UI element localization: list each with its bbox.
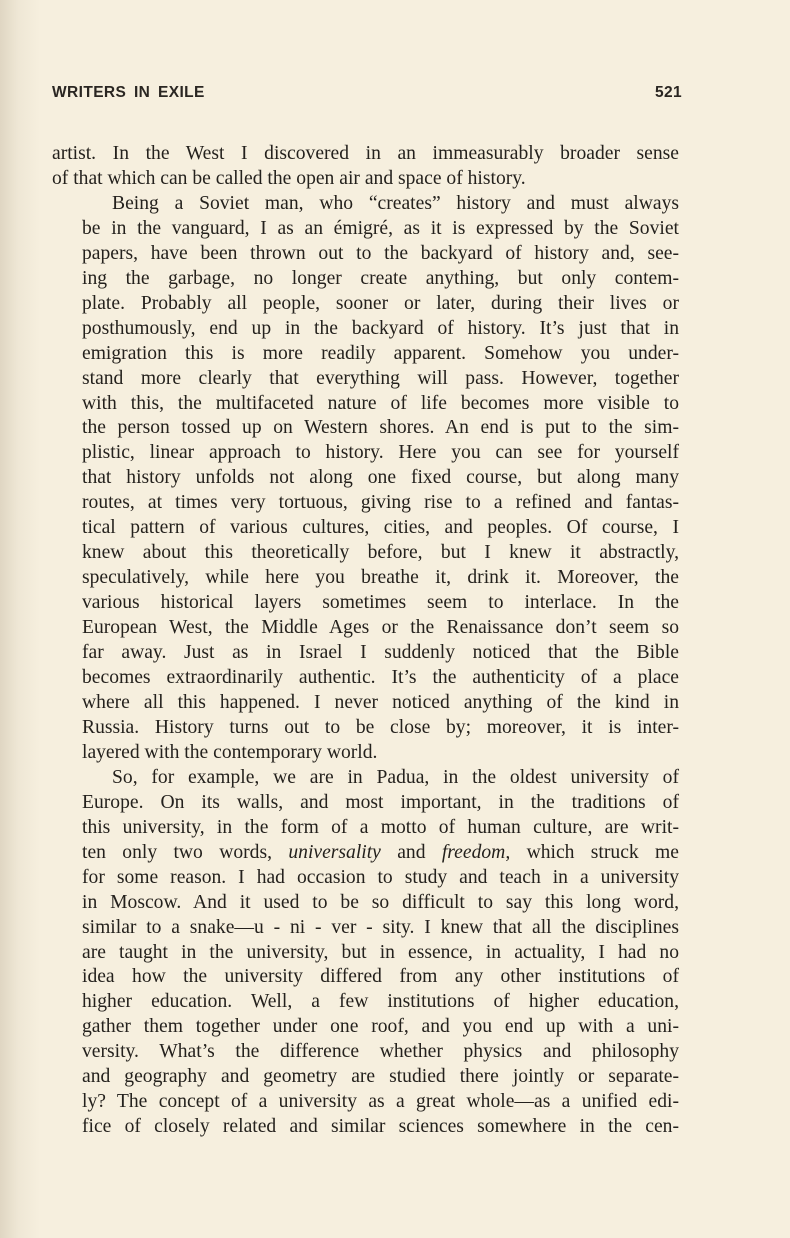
text-line: far away. Just as in Israel I suddenly noticed that the Bible <box>82 642 679 664</box>
text-line: ing the garbage, no longer create anything, but only contem- <box>82 267 679 289</box>
text-line: becomes extraordinarily authentic. It’s the authenticity of a place <box>82 667 679 689</box>
text-line: of that which can be called the open air and space of history. <box>52 167 526 189</box>
text-line: emigration this is more readily apparent. Somehow you under- <box>82 342 679 364</box>
text-line: similar to a snake—u - ni - ver - sity. I knew that all the disciplines <box>82 916 679 938</box>
text-line: Being a Soviet man, who “creates” history and must always <box>112 192 679 214</box>
text-line-motto <box>52 841 679 866</box>
text-line: various historical layers sometimes seem to interlace. In the <box>82 592 679 614</box>
text-line: ly? The concept of a university as a great whole—as a unified edi- <box>82 1091 679 1113</box>
body-text <box>52 142 679 1140</box>
page-number: 521 <box>654 84 682 101</box>
text-line: speculatively, while here you breathe it, drink it. Moreover, the <box>82 567 679 589</box>
text-line: versity. What’s the difference whether physics and philosophy <box>82 1041 679 1063</box>
paragraph-2 <box>52 192 679 766</box>
text-line: routes, at times very tortuous, giving rise to a refined and fantas- <box>82 492 679 514</box>
text-line: artist. In the West I discovered in an immeasurably broader sense <box>52 143 679 164</box>
text-line: Europe. On its walls, and most important, in the traditions of <box>82 791 679 813</box>
text-line: are taught in the university, but in essence, in actuality, I had no <box>82 941 679 963</box>
text-line: in Moscow. And it used to be so difficult to say this long word, <box>82 891 679 913</box>
text-line: higher education. Well, a few institutions of higher education, <box>82 991 679 1013</box>
text-line: layered with the contemporary world. <box>82 741 378 763</box>
paragraph-3 <box>52 766 679 1140</box>
text-line: gather them together under one roof, and you end up with a uni- <box>82 1016 679 1038</box>
text-line: fice of closely related and similar sciences somewhere in the cen- <box>82 1116 679 1138</box>
text-line: and geography and geometry are studied there jointly or separate- <box>82 1066 679 1088</box>
motto-word-freedom: freedom, <box>441 841 511 863</box>
motto-mid: and <box>380 841 442 863</box>
text-line: papers, have been thrown out to the backyard of history and, see- <box>82 242 679 264</box>
text-line: So, for example, we are in Padua, in the oldest university of <box>112 766 679 788</box>
text-line: knew about this theoretically before, but I knew it abstractly, <box>82 542 679 564</box>
running-header <box>52 84 682 106</box>
text-line: plate. Probably all people, sooner or later, during their lives or <box>82 292 679 314</box>
text-line: idea how the university differed from any other institutions of <box>82 966 679 988</box>
text-line: be in the vanguard, I as an émigré, as it is expressed by the Soviet <box>82 217 679 239</box>
text-line: that history unfolds not along one fixed course, but along many <box>82 467 679 489</box>
text-line: Russia. History turns out to be close by; moreover, it is inter- <box>82 716 679 738</box>
text-line: this university, in the form of a motto of human culture, are writ- <box>82 816 679 838</box>
text-line: posthumously, end up in the backyard of history. It’s just that in <box>82 317 679 339</box>
motto-after: which struck me <box>510 841 679 863</box>
text-line: European West, the Middle Ages or the Renaissance don’t seem so <box>82 617 679 639</box>
text-line: plistic, linear approach to history. Here you can see for yourself <box>82 442 679 464</box>
paragraph-1 <box>52 142 679 192</box>
text-line: with this, the multifaceted nature of life becomes more visible to <box>82 392 679 414</box>
text-line: for some reason. I had occasion to study and teach in a university <box>82 866 679 888</box>
motto-before: ten only two words, <box>82 841 289 863</box>
text-line: tical pattern of various cultures, cities, and peoples. Of course, I <box>82 517 679 539</box>
text-line: the person tossed up on Western shores. An end is put to the sim- <box>82 417 679 439</box>
running-title: WRITERS IN EXILE <box>52 84 205 101</box>
text-line: stand more clearly that everything will pass. However, together <box>82 367 679 389</box>
motto-word-universality: universality <box>288 841 381 863</box>
text-line: where all this happened. I never noticed anything of the kind in <box>82 691 679 713</box>
